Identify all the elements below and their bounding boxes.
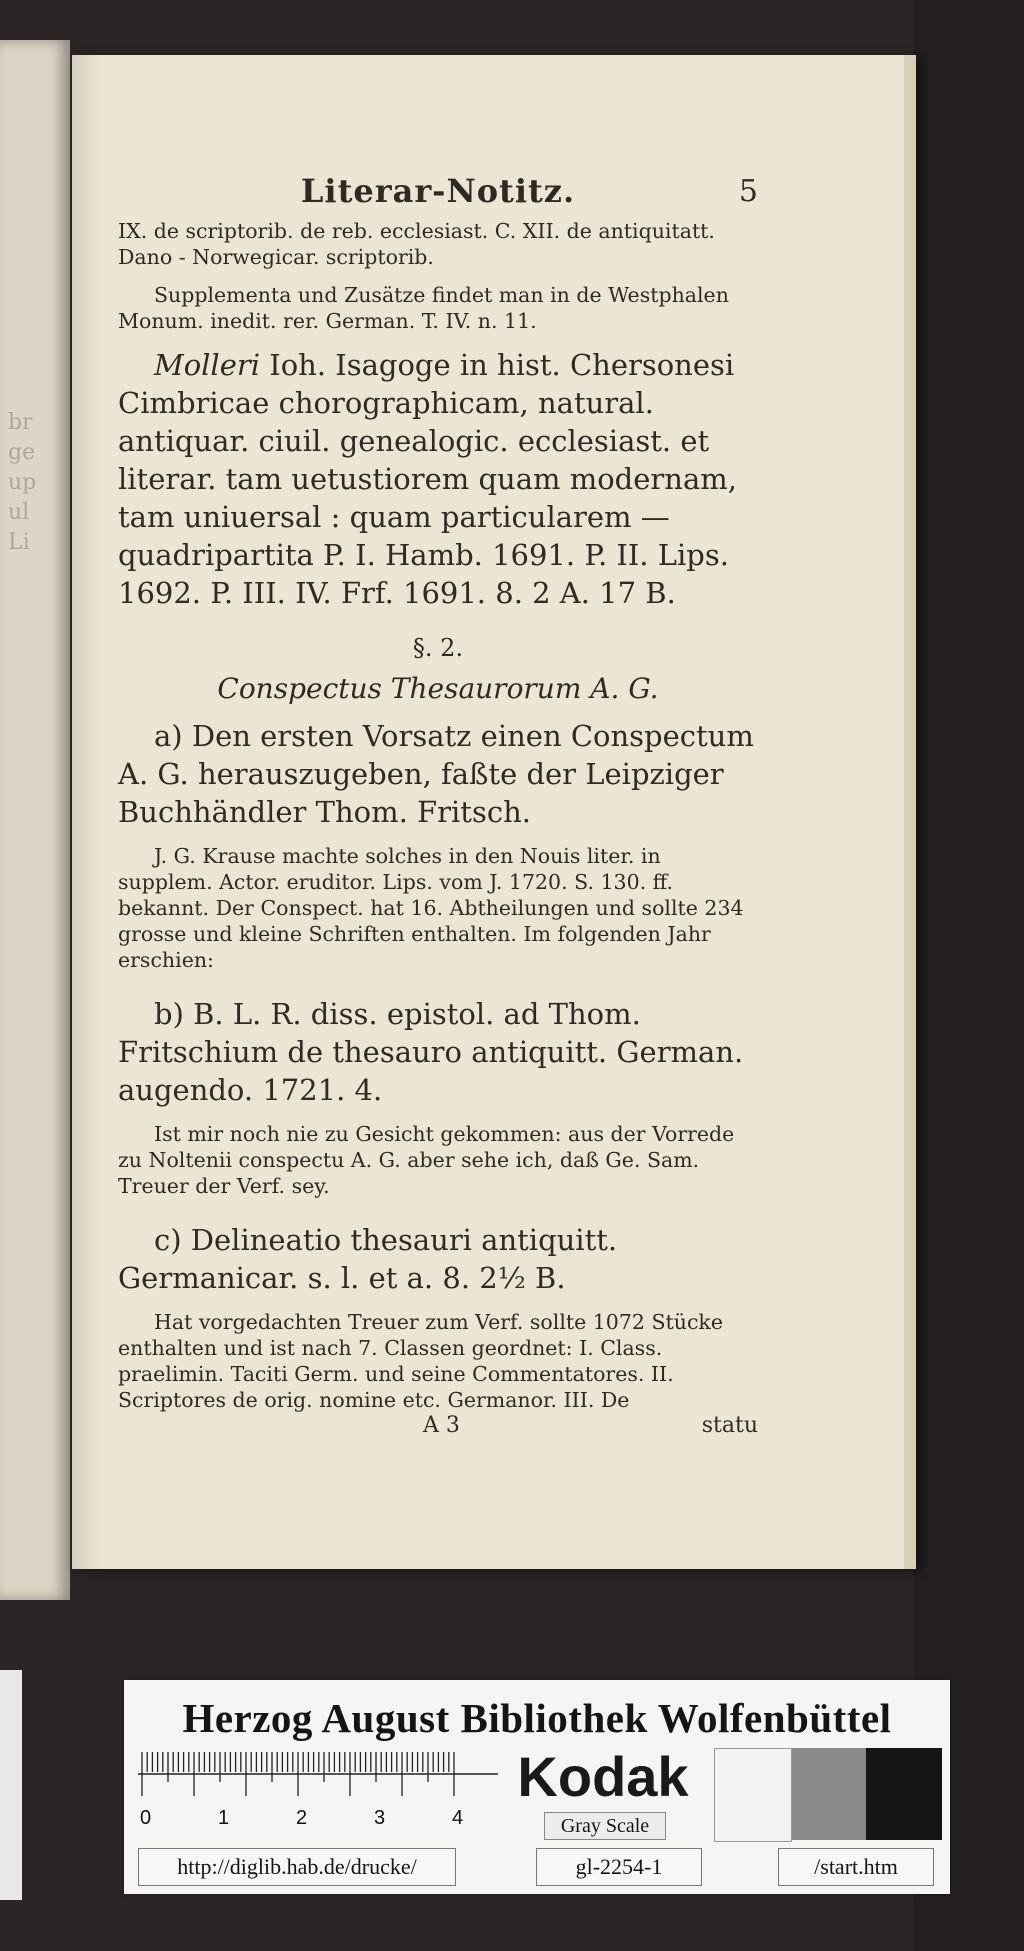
section-title: Conspectus Thesaurorum A. G. — [217, 672, 659, 705]
ruler-label-3: 3 — [374, 1807, 386, 1829]
library-color-card — [124, 1680, 950, 1894]
ruler-label-1: 1 — [218, 1807, 230, 1829]
signature-mark: A 3 — [423, 1413, 460, 1438]
previous-page-edge: br ge up ul Li — [0, 40, 70, 1600]
kodak-logo: Kodak — [517, 1745, 689, 1808]
catch-line — [118, 1413, 758, 1447]
page-text — [118, 172, 758, 1447]
swatch-gray — [792, 1748, 866, 1840]
paragraph-supplementa: Supplementa und Zusätze findet man in de Westphalen Monum. inedit. rer. German. T. IV. n. 11. — [118, 283, 729, 333]
swatch-white — [714, 1748, 792, 1842]
note-b: Ist mir noch nie zu Gesicht gekommen: aus der Vorrede zu Noltenii conspectu A. G. aber sehe ich, daß Ge. Sam. Treuer der Verf. sey. — [118, 1122, 735, 1198]
item-c: c) Delineatio thesauri antiquitt. Germanicar. s. l. et a. 8. 2½ B. — [118, 1223, 618, 1295]
shelfmark-label: gl-2254-1 — [536, 1848, 702, 1886]
background-right — [914, 0, 1024, 1951]
running-title: Literar-Notitz. — [300, 172, 576, 210]
note-a: J. G. Krause machte solches in den Nouis liter. in supplem. Actor. eruditor. Lips. vom J. 1720. S. 130. ff. bekannt. Der Conspect. hat 16. Abtheilungen und sollte 234 grosse und kleine Schriften enthalten. Im folgenden Jahr erschien: — [118, 844, 744, 972]
swatch-black — [866, 1748, 942, 1840]
paragraph-molleri — [118, 346, 758, 612]
paragraph-scriptorib: IX. de scriptorib. de reb. ecclesiast. C. XII. de antiquitatt. Dano - Norwegicar. scriptorib. — [118, 219, 715, 269]
page-number: 5 — [738, 174, 758, 209]
item-b: b) B. L. R. diss. epistol. ad Thom. Fritschium de thesauro antiquitt. German. augendo. 1721. 4. — [118, 997, 744, 1107]
ruler-label-4: 4 — [452, 1807, 464, 1829]
molleri-text: Ioh. Isagoge in hist. Chersonesi Cimbricae chorographicam, natural. antiquar. ciuil. genealogic. ecclesiast. et literar. tam uetustiorem quam modernam, tam uniuersal : quam particularem — quadripartita P. I. Hamb. 1691. P. II. Lips. 1692. P. III. IV. Frf. 1691. 8. 2 A. 17 B. — [118, 348, 737, 610]
catchword: statu — [701, 1413, 758, 1438]
gray-scale-label: Gray Scale — [544, 1812, 666, 1840]
ruler-label-2: 2 — [296, 1807, 308, 1829]
section-mark: §. 2. — [412, 634, 464, 662]
running-head — [118, 172, 758, 218]
author-name: Molleri — [154, 348, 261, 382]
card-title: Herzog August Bibliothek Wolfenbüttel — [182, 1695, 892, 1741]
note-c: Hat vorgedachten Treuer zum Verf. sollte 1072 Stücke enthalten und ist nach 7. Classen geordnet: I. Class. praelimin. Taciti Germ. und seine Commentatores. II. Scriptores de orig. nomine etc. Germanor. III. De — [118, 1310, 723, 1412]
start-label: /start.htm — [778, 1848, 934, 1886]
ruler — [138, 1748, 498, 1838]
url-label: http://diglib.hab.de/drucke/ — [138, 1848, 456, 1886]
ruler-label-0: 0 — [140, 1807, 152, 1829]
item-a: a) Den ersten Vorsatz einen Conspectum A. G. herauszugeben, faßte der Leipziger Buchhändler Thom. Fritsch. — [118, 719, 754, 829]
scale-strip-edge — [0, 1670, 22, 1900]
